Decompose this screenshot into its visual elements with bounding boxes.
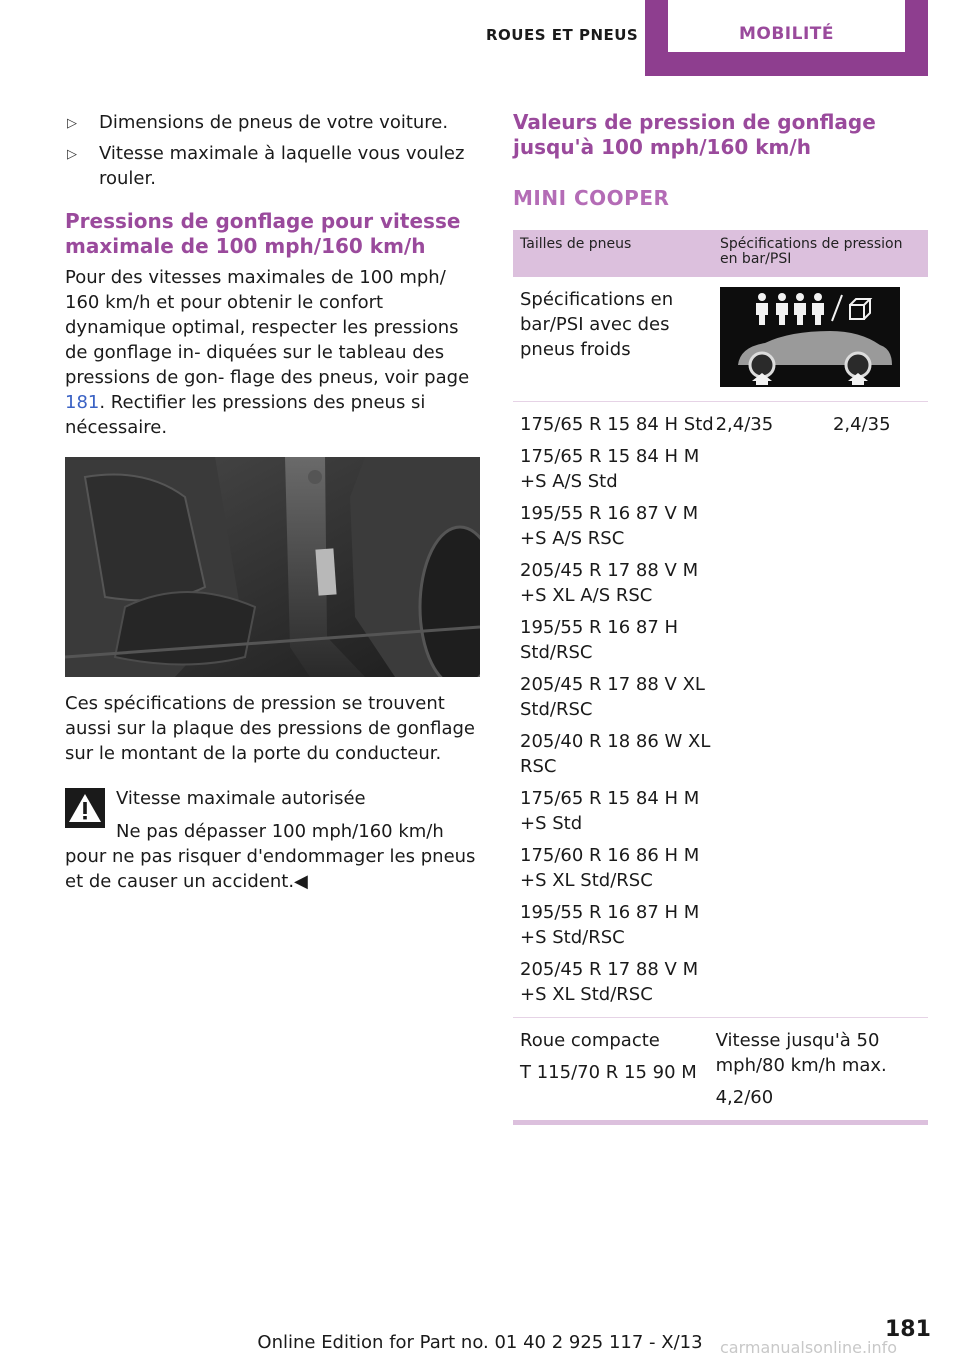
- body-paragraph: Pour des vitesses maximales de 100 mph/ 160 km/h et pour obtenir le confort dynamique optimal, respecter les pressions de gonflage in‐ diquées sur le tableau des pressions de gon‐ flage des pneus, voir page 181. Rectifier les pressions des pneus si nécessaire.: [65, 267, 470, 438]
- compact-pressure: 4,2/60: [715, 1087, 774, 1108]
- compact-pressure-cell: [716, 1028, 921, 1110]
- tire-size: 205/45 R 17 88 V M +S XL A/S RSC: [520, 560, 699, 606]
- page-number: 181: [885, 1317, 931, 1342]
- tire-size: 175/60 R 16 86 H M +S XL Std/RSC: [520, 845, 700, 891]
- list-item: ▷ Vitesse maximale à laquelle vous voulez rouler.: [67, 143, 465, 189]
- tire-size: 175/65 R 15 84 H M +S Std: [520, 788, 700, 834]
- door-pillar-photo: [65, 457, 480, 677]
- left-column: [65, 110, 480, 894]
- triangle-bullet-icon: ▷: [67, 147, 77, 162]
- warning-box: [65, 786, 480, 894]
- spec-label: Spécifications en bar/PSI avec des pneus froids: [520, 289, 674, 360]
- page-link[interactable]: 181: [65, 392, 100, 413]
- tire-size: 195/55 R 16 87 V M +S A/S RSC: [520, 503, 699, 549]
- tire-size: 205/40 R 18 86 W XL RSC: [520, 731, 711, 777]
- warning-text: Ne pas dépasser 100 mph/160 km/h pour ne pas risquer d'endommager les pneus et de causer un accident.◀: [65, 821, 476, 892]
- load-diagram: [720, 287, 900, 391]
- watermark: carmanualsonline.info: [720, 1338, 898, 1357]
- door-pillar-photo-icon: [65, 457, 480, 677]
- triangle-bullet-icon: ▷: [67, 116, 77, 131]
- pressure-front: 2,4/35: [715, 414, 774, 435]
- photo-caption: Ces spécifications de pression se trouvent aussi sur la plaque des pressions de gonflage sur le montant de la porte du conducteur.: [65, 693, 475, 764]
- compact-size: T 115/70 R 15 90 M: [520, 1062, 697, 1083]
- header-section-title: ROUES ET PNEUS: [486, 26, 639, 44]
- tire-size: 175/65 R 15 84 H Std: [520, 414, 714, 435]
- warning-title: Vitesse maximale autorisée: [116, 788, 366, 809]
- warning-triangle-icon: [65, 788, 105, 828]
- list-item: ▷ Dimensions de pneus de votre voiture.: [65, 110, 480, 135]
- compact-label: Roue compacte: [520, 1030, 660, 1051]
- car-load-diagram-icon: [720, 287, 900, 387]
- tire-size: 195/55 R 16 87 H M +S Std/RSC: [520, 902, 700, 948]
- tire-size-list: [520, 412, 716, 1007]
- tire-size: 205/45 R 17 88 V M +S XL Std/RSC: [520, 959, 699, 1005]
- section-heading: Pressions de gonflage pour vitesse maximale de 100 mph/160 km/h: [65, 209, 461, 258]
- compact-speed: Vitesse jusqu'à 50 mph/80 km/h max.: [715, 1030, 887, 1076]
- tire-size: 205/45 R 17 88 V XL Std/RSC: [520, 674, 705, 720]
- col-header-tire-size: Tailles de pneus: [520, 236, 632, 252]
- header-chapter-title: MOBILITÉ: [738, 24, 835, 44]
- tire-size: 195/55 R 16 87 H Std/RSC: [520, 617, 679, 663]
- table-row: [513, 277, 928, 402]
- bullet-list: [65, 110, 480, 191]
- pressure-rear: 2,4/35: [832, 414, 891, 435]
- table-header: [513, 230, 928, 277]
- section-heading: Valeurs de pression de gonflage jusqu'à 100 mph/160 km/h: [513, 110, 876, 159]
- footer-edition: Online Edition for Part no. 01 40 2 925 117 - X/13: [257, 1332, 703, 1353]
- table-row: [513, 1018, 928, 1120]
- compact-wheel-cell: [520, 1028, 716, 1110]
- table-row: [513, 402, 928, 1018]
- model-heading: MINI COOPER: [513, 186, 670, 210]
- col-header-pressure: Spécifications de pression en bar/PSI: [720, 236, 903, 267]
- right-column: [513, 110, 928, 1125]
- tire-size: 175/65 R 15 84 H M +S A/S Std: [520, 446, 700, 492]
- table-bottom-rule: [513, 1120, 928, 1125]
